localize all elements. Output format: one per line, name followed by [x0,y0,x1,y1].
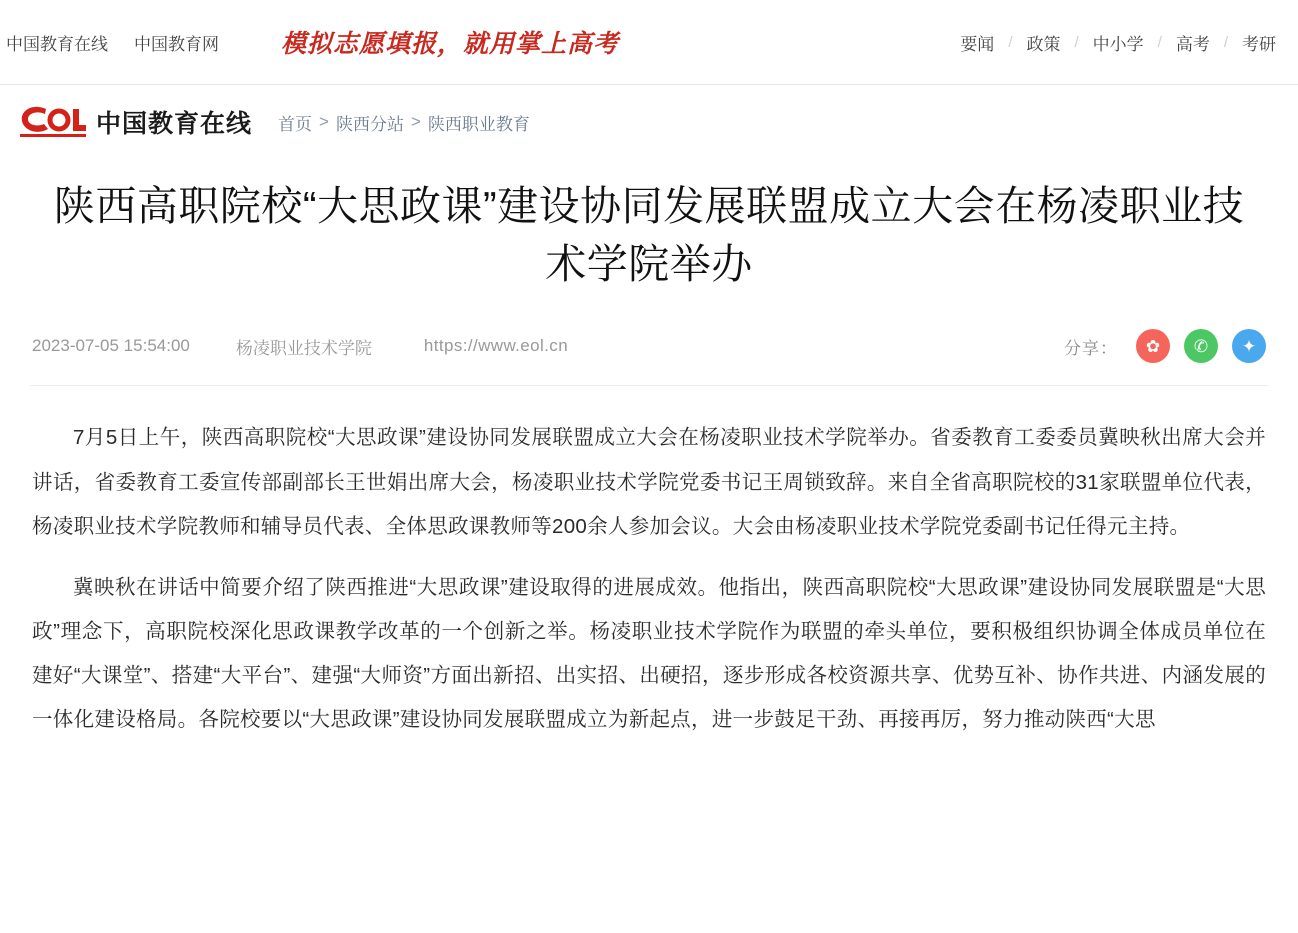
article-url: https://www.eol.cn [423,336,569,356]
breadcrumb-item-vocational[interactable]: 陕西职业教育 [427,114,530,134]
topbar-left-links [6,24,619,60]
brand-breadcrumb-row [0,85,1298,159]
article-paragraph: 冀映秋在讲话中简要介绍了陕西推进“大思政课”建设取得的进展成效。他指出，陕西高职院校“大思政课”建设协同发展联盟是“大思政”理念下，高职院校深化思政课教学改革的一个创新之举。杨凌职业技术学院作为联盟的牵头单位，要积极组织协调全体成员单位在建好“大课堂”、搭建“大平台”、建强“大师资”方面出新招、出实招、出硬招，逐步形成各校资源共享、优势互补、协作共进、内涵发展的一体化建设格局。各院校要以“大思政课”建设协同发展联盟成立为新起点，进一步鼓足干劲、再接再厉，努力推动陕西“大思 [32,575,1266,731]
article-body [30,416,1268,741]
nav-item-zhengce[interactable]: 政策 [1026,34,1061,54]
nav-separator: / [1008,33,1013,51]
breadcrumb-item-shaanxi[interactable]: 陕西分站 [335,114,404,134]
topbar-link-edunet[interactable]: 中国教育网 [134,34,219,54]
breadcrumb-separator: > [319,112,329,131]
article-meta [30,329,1268,386]
promo-banner-text[interactable]: 模拟志愿填报，就用掌上高考 [281,31,620,58]
topbar-link-eol[interactable]: 中国教育在线 [6,34,108,54]
nav-separator: / [1074,33,1079,51]
site-logo-text: 中国教育在线 [96,110,253,138]
breadcrumb [278,110,530,135]
nav-item-kaoyan[interactable]: 考研 [1242,34,1276,54]
topbar-category-nav [946,30,1290,55]
top-navigation-bar [0,0,1298,85]
publish-date: 2023-07-05 15:54:00 [32,336,190,356]
breadcrumb-separator: > [410,112,421,131]
share-qq-icon[interactable]: ✦ [1232,329,1266,363]
article-container [0,177,1298,742]
share-wechat-icon[interactable]: ✆ [1184,329,1218,363]
site-logo[interactable] [18,104,252,140]
share-group [1064,329,1266,363]
eol-logo-icon [18,105,86,139]
nav-separator: / [1223,33,1228,51]
share-label: 分享： [1064,338,1118,358]
article-paragraph: 7月5日上午，陕西高职院校“大思政课”建设协同发展联盟成立大会在杨凌职业技术学院举办。省委教育工委委员冀映秋出席大会并讲话，省委教育工委宣传部副部长王世娟出席大会，杨凌职业技术学院党委书记王周锁致辞。来自全省高职院校的31家联盟单位代表，杨凌职业技术学院教师和辅导员代表、全体思政课教师等200余人参加会议。大会由杨凌职业技术学院党委副书记任得元主持。 [32,426,1266,538]
nav-item-gaokao[interactable]: 高考 [1175,34,1210,54]
nav-separator: / [1157,33,1162,51]
page-title: 陕西高职院校“大思政课”建设协同发展联盟成立大会在杨凌职业技术学院举办 [53,183,1245,288]
article-source: 杨凌职业技术学院 [235,338,372,358]
nav-item-zhongxiaoxue[interactable]: 中小学 [1092,34,1144,54]
nav-item-yaowen[interactable]: 要闻 [960,34,995,54]
breadcrumb-item-home[interactable]: 首页 [278,114,313,134]
share-weibo-icon[interactable]: ✿ [1136,329,1170,363]
